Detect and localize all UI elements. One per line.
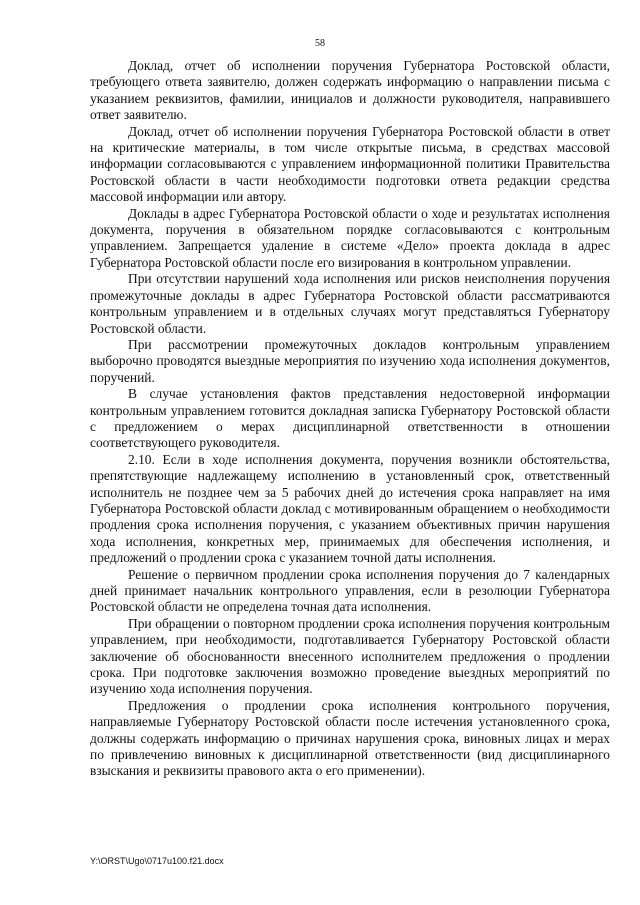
- paragraph: При рассмотрении промежуточных докладов контрольным управлением выборочно проводятся выездные мероприятия по изучению хода исполнения документов, поручений.: [90, 336, 610, 385]
- paragraph: Доклад, отчет об исполнении поручения Губернатора Ростовской области, требующего ответа заявителю, должен содержать информацию о направлении письма с указанием реквизитов, фамилии, инициалов и должности руководителя, направившего ответ заявителю.: [90, 58, 610, 123]
- paragraph: При отсутствии нарушений хода исполнения или рисков неисполнения поручения промежуточные доклады в адрес Губернатора Ростовской области рассматриваются контрольным управлением и в отдельных случаях могут представляться Губернатору Ростовской области.: [90, 271, 610, 336]
- paragraph: Доклад, отчет об исполнении поручения Губернатора Ростовской области в ответ на критические материалы, в том числе открытые письма, в средствах массовой информации согласовываются с управлением информационной политики Правительства Ростовской области в части необходимости подготовки ответа редакции средства массовой информации или автору.: [90, 123, 610, 205]
- paragraph: В случае установления фактов представления недостоверной информации контрольным управлением готовится докладная записка Губернатору Ростовской области с предложением о мерах дисциплинарной ответственности в отношении соответствующего руководителя.: [90, 386, 610, 451]
- footer-file-path: Y:\ORST\Ugo\0717u100.f21.docx: [90, 856, 224, 866]
- paragraph: Доклады в адрес Губернатора Ростовской области о ходе и результатах исполнения документа, поручения в обязательном порядке согласовываются с контрольным управлением. Запрещается удаление в системе «Дело» проекта доклада в адрес Губернатора Ростовской области после его визирования в контрольном управлении.: [90, 205, 610, 270]
- paragraph: При обращении о повторном продлении срока исполнения поручения контрольным управлением, при необходимости, подготавливается Губернатору Ростовской области заключение об обоснованности внесенного исполнителем предложения о продлении срока. При подготовке заключения возможно проведение выездных мероприятий по изучению хода исполнения поручения.: [90, 615, 610, 697]
- paragraph: Предложения о продлении срока исполнения контрольного поручения, направляемые Губернатору Ростовской области после истечения установленного срока, должны содержать информацию о причинах нарушения срока, виновных лицах и мерах по привлечению виновных к дисциплинарной ответственности (вид дисциплинарного взыскания и реквизиты правового акта о его применении).: [90, 697, 610, 779]
- document-body: [90, 58, 610, 780]
- page-number: 58: [315, 38, 325, 49]
- paragraph-section-2-10: 2.10. Если в ходе исполнения документа, поручения возникли обстоятельства, препятствующие надлежащему исполнению в установленный срок, ответственный исполнитель не позднее чем за 5 рабочих дней до истечения срока направляет на имя Губернатора Ростовской области доклад с мотивированным обращением о необходимости продления срока исполнения поручения, с указанием объективных причин нарушения хода исполнения, конкретных мер, принимаемых для обеспечения исполнения, и предложений о продлении срока с указанием точной даты исполнения.: [90, 451, 610, 566]
- paragraph: Решение о первичном продлении срока исполнения поручения до 7 календарных дней принимает начальник контрольного управления, если в резолюции Губернатора Ростовской области не определена точная дата исполнения.: [90, 566, 610, 615]
